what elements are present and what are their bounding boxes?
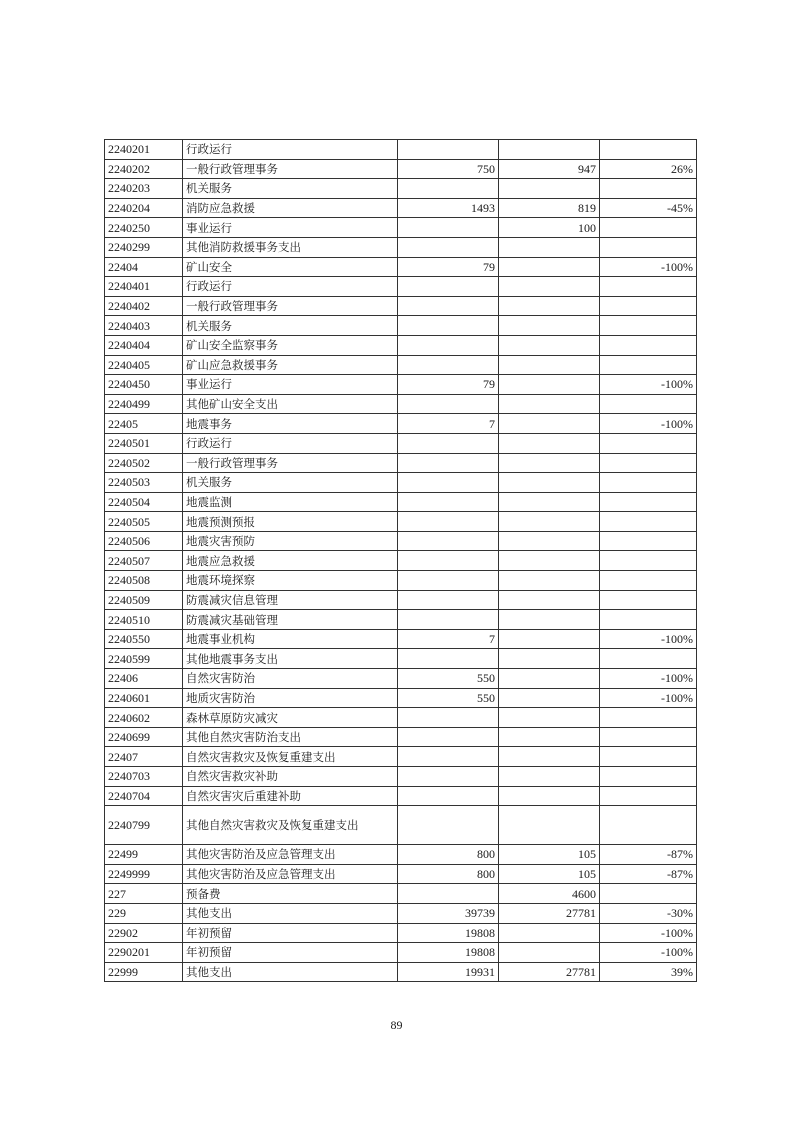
cell-value-prior: 19808	[398, 943, 499, 963]
cell-code: 2240504	[105, 492, 183, 512]
table-row	[105, 375, 697, 395]
cell-code: 2240499	[105, 394, 183, 414]
cell-code: 2240503	[105, 473, 183, 493]
cell-value-prior: 19931	[398, 962, 499, 982]
cell-value-current	[499, 806, 600, 845]
table-row	[105, 923, 697, 943]
cell-value-prior	[398, 179, 499, 199]
cell-change-percent	[600, 140, 697, 160]
cell-change-percent	[600, 316, 697, 336]
table-row	[105, 747, 697, 767]
cell-change-percent	[600, 179, 697, 199]
cell-change-percent: -100%	[600, 257, 697, 277]
cell-change-percent: -100%	[600, 414, 697, 434]
cell-name: 地震灾害预防	[183, 531, 398, 551]
cell-value-current	[499, 512, 600, 532]
cell-name: 年初预留	[183, 943, 398, 963]
cell-value-current	[499, 433, 600, 453]
cell-name: 矿山应急救援事务	[183, 355, 398, 375]
cell-value-current	[499, 335, 600, 355]
cell-value-prior	[398, 335, 499, 355]
cell-value-prior: 750	[398, 159, 499, 179]
cell-change-percent	[600, 473, 697, 493]
cell-change-percent: -100%	[600, 375, 697, 395]
cell-value-prior: 79	[398, 257, 499, 277]
cell-value-prior	[398, 747, 499, 767]
cell-value-prior	[398, 767, 499, 787]
cell-value-prior	[398, 316, 499, 336]
table-row	[105, 629, 697, 649]
cell-code: 2240510	[105, 610, 183, 630]
cell-code: 22999	[105, 962, 183, 982]
cell-value-current	[499, 453, 600, 473]
cell-value-current: 105	[499, 864, 600, 884]
cell-change-percent	[600, 806, 697, 845]
cell-value-prior	[398, 708, 499, 728]
cell-value-prior	[398, 590, 499, 610]
cell-name: 矿山安全	[183, 257, 398, 277]
cell-change-percent	[600, 727, 697, 747]
cell-code: 2240404	[105, 335, 183, 355]
cell-change-percent	[600, 649, 697, 669]
table-row	[105, 316, 697, 336]
cell-value-prior: 800	[398, 845, 499, 865]
cell-name: 地震监测	[183, 492, 398, 512]
cell-code: 2240402	[105, 296, 183, 316]
cell-value-current	[499, 296, 600, 316]
cell-value-prior: 7	[398, 414, 499, 434]
cell-value-prior	[398, 277, 499, 297]
cell-code: 2240509	[105, 590, 183, 610]
cell-name: 行政运行	[183, 277, 398, 297]
table-row	[105, 237, 697, 257]
cell-change-percent: -87%	[600, 845, 697, 865]
cell-value-current	[499, 277, 600, 297]
cell-value-prior: 800	[398, 864, 499, 884]
cell-value-current	[499, 140, 600, 160]
cell-value-current: 819	[499, 198, 600, 218]
cell-code: 22404	[105, 257, 183, 277]
cell-value-current	[499, 179, 600, 199]
cell-name: 机关服务	[183, 316, 398, 336]
cell-value-prior	[398, 806, 499, 845]
table-row	[105, 864, 697, 884]
cell-value-current: 100	[499, 218, 600, 238]
cell-code: 2240602	[105, 708, 183, 728]
cell-value-current	[499, 473, 600, 493]
cell-name: 年初预留	[183, 923, 398, 943]
cell-name: 其他矿山安全支出	[183, 394, 398, 414]
cell-value-prior	[398, 394, 499, 414]
cell-code: 2240401	[105, 277, 183, 297]
cell-value-current	[499, 688, 600, 708]
cell-value-prior	[398, 884, 499, 904]
cell-change-percent	[600, 512, 697, 532]
cell-change-percent: -100%	[600, 669, 697, 689]
cell-code: 2240403	[105, 316, 183, 336]
cell-name: 自然灾害救灾及恢复重建支出	[183, 747, 398, 767]
cell-code: 229	[105, 903, 183, 923]
cell-code: 22499	[105, 845, 183, 865]
cell-value-prior	[398, 551, 499, 571]
budget-table	[104, 139, 697, 982]
cell-value-prior	[398, 786, 499, 806]
cell-name: 自然灾害灾后重建补助	[183, 786, 398, 806]
cell-code: 2240299	[105, 237, 183, 257]
cell-change-percent	[600, 277, 697, 297]
cell-value-current	[499, 571, 600, 591]
cell-value-current: 947	[499, 159, 600, 179]
table-row	[105, 453, 697, 473]
budget-table-body	[105, 140, 697, 982]
cell-name: 自然灾害救灾补助	[183, 767, 398, 787]
cell-code: 2240450	[105, 375, 183, 395]
cell-code: 227	[105, 884, 183, 904]
table-row	[105, 355, 697, 375]
table-row	[105, 473, 697, 493]
cell-change-percent: 26%	[600, 159, 697, 179]
cell-value-prior: 7	[398, 629, 499, 649]
cell-change-percent: -100%	[600, 943, 697, 963]
cell-name: 矿山安全监察事务	[183, 335, 398, 355]
cell-value-prior: 550	[398, 669, 499, 689]
table-row	[105, 786, 697, 806]
cell-value-prior	[398, 571, 499, 591]
cell-name: 预备费	[183, 884, 398, 904]
cell-value-prior	[398, 218, 499, 238]
cell-name: 防震减灾信息管理	[183, 590, 398, 610]
cell-value-prior	[398, 727, 499, 747]
cell-value-prior	[398, 237, 499, 257]
cell-change-percent	[600, 571, 697, 591]
cell-change-percent: -30%	[600, 903, 697, 923]
cell-code: 2290201	[105, 943, 183, 963]
cell-value-current	[499, 492, 600, 512]
cell-value-prior: 19808	[398, 923, 499, 943]
cell-value-current	[499, 747, 600, 767]
cell-change-percent	[600, 433, 697, 453]
cell-change-percent	[600, 394, 697, 414]
table-row	[105, 727, 697, 747]
cell-name: 其他消防救援事务支出	[183, 237, 398, 257]
cell-value-current	[499, 355, 600, 375]
table-row	[105, 492, 697, 512]
table-row	[105, 296, 697, 316]
cell-value-current	[499, 394, 600, 414]
cell-value-current	[499, 629, 600, 649]
cell-code: 2240704	[105, 786, 183, 806]
cell-value-prior	[398, 649, 499, 669]
cell-name: 行政运行	[183, 433, 398, 453]
cell-code: 2240204	[105, 198, 183, 218]
cell-change-percent	[600, 610, 697, 630]
table-row	[105, 610, 697, 630]
table-row	[105, 669, 697, 689]
cell-change-percent	[600, 218, 697, 238]
cell-name: 消防应急救援	[183, 198, 398, 218]
cell-value-current: 27781	[499, 903, 600, 923]
cell-value-current	[499, 316, 600, 336]
table-row	[105, 394, 697, 414]
cell-value-current	[499, 237, 600, 257]
cell-change-percent	[600, 786, 697, 806]
cell-value-prior: 550	[398, 688, 499, 708]
cell-value-current: 27781	[499, 962, 600, 982]
cell-name: 森林草原防灾减灾	[183, 708, 398, 728]
cell-name: 一般行政管理事务	[183, 453, 398, 473]
table-row	[105, 433, 697, 453]
cell-name: 机关服务	[183, 179, 398, 199]
cell-name: 自然灾害防治	[183, 669, 398, 689]
cell-name: 其他灾害防治及应急管理支出	[183, 864, 398, 884]
cell-change-percent: -100%	[600, 688, 697, 708]
cell-change-percent	[600, 335, 697, 355]
table-row	[105, 845, 697, 865]
cell-name: 地震环境探察	[183, 571, 398, 591]
cell-name: 其他地震事务支出	[183, 649, 398, 669]
table-row	[105, 962, 697, 982]
cell-value-prior	[398, 492, 499, 512]
cell-code: 2240703	[105, 767, 183, 787]
cell-value-current	[499, 375, 600, 395]
cell-name: 防震减灾基础管理	[183, 610, 398, 630]
cell-value-current: 105	[499, 845, 600, 865]
cell-change-percent	[600, 453, 697, 473]
cell-value-prior: 79	[398, 375, 499, 395]
cell-change-percent	[600, 884, 697, 904]
cell-name: 事业运行	[183, 375, 398, 395]
cell-name: 地震事务	[183, 414, 398, 434]
table-row	[105, 806, 697, 845]
cell-value-current	[499, 590, 600, 610]
cell-change-percent	[600, 531, 697, 551]
cell-name: 机关服务	[183, 473, 398, 493]
cell-code: 2240501	[105, 433, 183, 453]
cell-change-percent	[600, 767, 697, 787]
cell-value-current	[499, 923, 600, 943]
table-row	[105, 708, 697, 728]
cell-value-current: 4600	[499, 884, 600, 904]
cell-name: 其他自然灾害防治支出	[183, 727, 398, 747]
cell-name: 地震应急救援	[183, 551, 398, 571]
cell-change-percent: -87%	[600, 864, 697, 884]
cell-value-current	[499, 727, 600, 747]
cell-code: 2240201	[105, 140, 183, 160]
page-number: 89	[390, 1018, 403, 1032]
cell-name: 行政运行	[183, 140, 398, 160]
table-row	[105, 649, 697, 669]
cell-code: 2240250	[105, 218, 183, 238]
table-row	[105, 179, 697, 199]
cell-code: 2240506	[105, 531, 183, 551]
cell-code: 2240799	[105, 806, 183, 845]
cell-value-current	[499, 257, 600, 277]
cell-value-current	[499, 649, 600, 669]
cell-code: 2240550	[105, 629, 183, 649]
cell-change-percent	[600, 492, 697, 512]
cell-code: 2240202	[105, 159, 183, 179]
cell-name: 一般行政管理事务	[183, 159, 398, 179]
cell-change-percent	[600, 590, 697, 610]
cell-value-prior	[398, 512, 499, 532]
cell-change-percent: -45%	[600, 198, 697, 218]
cell-value-current	[499, 610, 600, 630]
cell-name: 一般行政管理事务	[183, 296, 398, 316]
cell-value-current	[499, 786, 600, 806]
cell-name: 其他支出	[183, 903, 398, 923]
cell-code: 2240699	[105, 727, 183, 747]
cell-value-prior	[398, 473, 499, 493]
table-row	[105, 335, 697, 355]
cell-value-current	[499, 943, 600, 963]
cell-code: 2240599	[105, 649, 183, 669]
table-row	[105, 551, 697, 571]
cell-value-current	[499, 708, 600, 728]
cell-name: 地质灾害防治	[183, 688, 398, 708]
table-row	[105, 512, 697, 532]
table-row	[105, 531, 697, 551]
cell-value-current	[499, 669, 600, 689]
cell-change-percent	[600, 355, 697, 375]
table-row	[105, 140, 697, 160]
cell-code: 2249999	[105, 864, 183, 884]
cell-code: 2240405	[105, 355, 183, 375]
table-row	[105, 257, 697, 277]
cell-code: 2240505	[105, 512, 183, 532]
table-row	[105, 414, 697, 434]
cell-value-prior: 1493	[398, 198, 499, 218]
cell-name: 其他支出	[183, 962, 398, 982]
cell-change-percent	[600, 747, 697, 767]
cell-code: 2240601	[105, 688, 183, 708]
cell-change-percent: -100%	[600, 923, 697, 943]
cell-code: 2240508	[105, 571, 183, 591]
cell-value-prior: 39739	[398, 903, 499, 923]
cell-code: 22405	[105, 414, 183, 434]
cell-code: 2240203	[105, 179, 183, 199]
cell-value-current	[499, 551, 600, 571]
table-row	[105, 218, 697, 238]
cell-code: 22406	[105, 669, 183, 689]
cell-name: 事业运行	[183, 218, 398, 238]
cell-change-percent: -100%	[600, 629, 697, 649]
cell-code: 22902	[105, 923, 183, 943]
cell-change-percent	[600, 237, 697, 257]
cell-value-current	[499, 414, 600, 434]
table-row	[105, 277, 697, 297]
cell-change-percent	[600, 708, 697, 728]
table-row	[105, 767, 697, 787]
cell-value-prior	[398, 140, 499, 160]
cell-value-current	[499, 767, 600, 787]
table-row	[105, 903, 697, 923]
cell-change-percent	[600, 551, 697, 571]
cell-value-prior	[398, 453, 499, 473]
cell-name: 其他自然灾害救灾及恢复重建支出	[183, 806, 398, 845]
cell-value-prior	[398, 433, 499, 453]
cell-value-prior	[398, 610, 499, 630]
cell-name: 其他灾害防治及应急管理支出	[183, 845, 398, 865]
cell-change-percent: 39%	[600, 962, 697, 982]
table-row	[105, 159, 697, 179]
table-row	[105, 884, 697, 904]
table-row	[105, 571, 697, 591]
table-row	[105, 688, 697, 708]
cell-code: 22407	[105, 747, 183, 767]
table-row	[105, 590, 697, 610]
cell-code: 2240507	[105, 551, 183, 571]
cell-change-percent	[600, 296, 697, 316]
table-row	[105, 198, 697, 218]
cell-value-prior	[398, 531, 499, 551]
cell-name: 地震预测预报	[183, 512, 398, 532]
cell-value-prior	[398, 355, 499, 375]
cell-value-prior	[398, 296, 499, 316]
cell-value-current	[499, 531, 600, 551]
table-row	[105, 943, 697, 963]
cell-name: 地震事业机构	[183, 629, 398, 649]
cell-code: 2240502	[105, 453, 183, 473]
